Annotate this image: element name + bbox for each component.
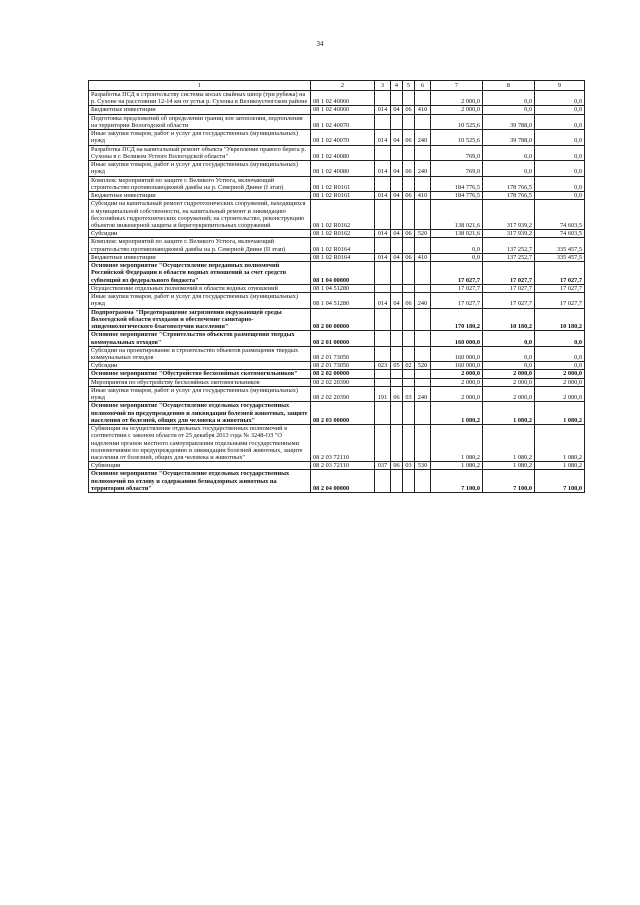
amount-col-8: 137 252,7 (483, 238, 535, 253)
subsection-code (403, 176, 415, 191)
subsection-code (403, 145, 415, 160)
item-name: Субсидии (89, 362, 311, 370)
amount-col-7: 1 080,2 (431, 425, 483, 462)
amount-col-9: 0,0 (535, 346, 585, 361)
section-code (391, 308, 403, 331)
amount-col-7: 7 100,0 (431, 470, 483, 493)
subsection-code (403, 91, 415, 106)
amount-col-7: 2 000,0 (431, 106, 483, 114)
amount-col-7: 184 776,5 (431, 176, 483, 191)
item-name: Субвенции (89, 462, 311, 470)
section-code (391, 346, 403, 361)
amount-col-8: 1 080,2 (483, 462, 535, 470)
section-code (391, 470, 403, 493)
expense-type-code: 410 (415, 192, 431, 200)
subsection-code (403, 200, 415, 230)
target-item-code: 08 2 01 73050 (311, 362, 375, 370)
table-row (89, 114, 585, 129)
item-name: Подпрограмма "Предотвращение загрязнения окружающей среды Вологодской области отходами и обеспечение санитарно-эпидемиологического благополучия населения" (89, 308, 311, 331)
amount-col-8: 1 080,2 (483, 402, 535, 425)
expense-type-code: 530 (415, 462, 431, 470)
target-item-code: 08 1 02 R0164 (311, 253, 375, 261)
expense-type-code (415, 346, 431, 361)
target-item-code: 08 2 00 00000 (311, 308, 375, 331)
target-item-code: 08 1 04 00000 (311, 262, 375, 285)
item-name: Субсидии на капитальный ремонт гидротехнических сооружений, находящихся в муниципальной собственности, на капитальный ремонт и ликвидацию бесхозяйных гидротехнических сооружений; на строительство, реконструкцию объектов инженерной защиты и берегоукрепительных сооружений (89, 200, 311, 230)
ministry-code (375, 331, 391, 346)
page-number: 34 (316, 40, 324, 48)
ministry-code: 014 (375, 161, 391, 176)
budget-table (88, 80, 585, 493)
amount-col-7: 769,0 (431, 145, 483, 160)
expense-type-code (415, 200, 431, 230)
section-code (391, 425, 403, 462)
target-item-code: 08 1 02 40070 (311, 130, 375, 145)
table-body (89, 91, 585, 493)
amount-col-7: 1 080,2 (431, 462, 483, 470)
subsection-code (403, 370, 415, 378)
table-row (89, 106, 585, 114)
expense-type-code (415, 262, 431, 285)
ministry-code (375, 176, 391, 191)
ministry-code (375, 425, 391, 462)
amount-col-8: 10 180,2 (483, 308, 535, 331)
ministry-code: 014 (375, 192, 391, 200)
amount-col-8: 178 766,5 (483, 192, 535, 200)
item-name: Основное мероприятие "Осуществление отдельных государственных полномочий по отлову и содержанию безнадзорных животных на территории области" (89, 470, 311, 493)
ministry-code (375, 402, 391, 425)
ministry-code (375, 370, 391, 378)
amount-col-7: 2 000,0 (431, 386, 483, 401)
item-name: Субвенции на осуществление отдельных государственных полномочий в соответствии с законом области от 25 декабря 2013 года № 3248-ОЗ "О наделении органов местного самоуправления отдельными государственными полномочиями по предупреждению и ликвидации болезней животных, защите населения от болезней, общих для человека и животных" (89, 425, 311, 462)
amount-col-7: 10 525,6 (431, 114, 483, 129)
section-code: 04 (391, 106, 403, 114)
expense-type-code: 410 (415, 106, 431, 114)
amount-col-8: 0,0 (483, 362, 535, 370)
section-code (391, 176, 403, 191)
table-row (89, 462, 585, 470)
amount-col-7: 17 027,7 (431, 293, 483, 308)
amount-col-8: 0,0 (483, 331, 535, 346)
table-row (89, 230, 585, 238)
section-code (391, 378, 403, 386)
ministry-code: 191 (375, 386, 391, 401)
amount-col-8: 17 027,7 (483, 284, 535, 292)
table-row (89, 370, 585, 378)
amount-col-8: 17 027,7 (483, 293, 535, 308)
table-row (89, 200, 585, 230)
subsection-code (403, 308, 415, 331)
expense-type-code: 240 (415, 161, 431, 176)
subsection-code: 06 (403, 106, 415, 114)
amount-col-7: 160 000,0 (431, 346, 483, 361)
section-code (391, 145, 403, 160)
column-header: 5 (403, 81, 415, 91)
amount-col-9: 17 027,7 (535, 293, 585, 308)
amount-col-7: 160 000,0 (431, 331, 483, 346)
column-header: 8 (483, 81, 535, 91)
amount-col-9: 0,0 (535, 114, 585, 129)
amount-col-9: 10 180,2 (535, 308, 585, 331)
section-code: 05 (391, 362, 403, 370)
amount-col-8: 0,0 (483, 346, 535, 361)
target-item-code: 08 1 02 40080 (311, 161, 375, 176)
table-row (89, 402, 585, 425)
target-item-code: 08 2 03 00000 (311, 402, 375, 425)
ministry-code (375, 308, 391, 331)
amount-col-7: 184 776,5 (431, 192, 483, 200)
ministry-code (375, 284, 391, 292)
section-code (391, 114, 403, 129)
target-item-code: 08 1 02 40060 (311, 106, 375, 114)
target-item-code: 08 2 02 20390 (311, 386, 375, 401)
target-item-code: 08 2 01 73050 (311, 346, 375, 361)
subsection-code: 06 (403, 192, 415, 200)
expense-type-code (415, 331, 431, 346)
amount-col-7: 17 027,7 (431, 284, 483, 292)
ministry-code (375, 470, 391, 493)
subsection-code: 06 (403, 230, 415, 238)
target-item-code: 08 1 04 51280 (311, 293, 375, 308)
item-name: Бюджетные инвестиции (89, 106, 311, 114)
item-name: Разработка ПСД к строительству системы косых свайных шпор (три рубежа) на р. Сухоне на расстоянии 12-14 км от устья р. Сухоны в Великоустюгском районе (89, 91, 311, 106)
target-item-code: 08 1 02 R0162 (311, 200, 375, 230)
amount-col-8: 178 766,5 (483, 176, 535, 191)
amount-col-8: 0,0 (483, 91, 535, 106)
target-item-code: 08 2 02 00000 (311, 370, 375, 378)
ministry-code (375, 91, 391, 106)
item-name: Основное мероприятие "Строительство объектов размещения твердых коммунальных отходов" (89, 331, 311, 346)
column-header: 6 (415, 81, 431, 91)
table-row (89, 253, 585, 261)
amount-col-8: 2 000,0 (483, 386, 535, 401)
expense-type-code (415, 284, 431, 292)
column-header: 1 (89, 81, 311, 91)
amount-col-7: 2 000,0 (431, 91, 483, 106)
expense-type-code (415, 176, 431, 191)
item-name: Субсидии (89, 230, 311, 238)
amount-col-9: 0,0 (535, 331, 585, 346)
subsection-code: 06 (403, 130, 415, 145)
expense-type-code (415, 114, 431, 129)
column-header: 4 (391, 81, 403, 91)
expense-type-code: 240 (415, 130, 431, 145)
item-name: Осуществление отдельных полномочий в области водных отношений (89, 284, 311, 292)
section-code: 04 (391, 293, 403, 308)
expense-type-code (415, 370, 431, 378)
amount-col-9: 7 100,0 (535, 470, 585, 493)
subsection-code (403, 331, 415, 346)
amount-col-7: 2 000,0 (431, 378, 483, 386)
amount-col-9: 17 027,7 (535, 262, 585, 285)
target-item-code: 08 1 02 40070 (311, 114, 375, 129)
expense-type-code: 240 (415, 293, 431, 308)
amount-col-9: 2 000,0 (535, 378, 585, 386)
subsection-code (403, 346, 415, 361)
target-item-code: 08 1 02 R0161 (311, 176, 375, 191)
item-name: Основное мероприятие "Обустройство бесхозяйных скотомогильников" (89, 370, 311, 378)
column-header: 9 (535, 81, 585, 91)
target-item-code: 08 2 03 72110 (311, 462, 375, 470)
target-item-code: 08 2 01 00000 (311, 331, 375, 346)
ministry-code: 014 (375, 230, 391, 238)
amount-col-9: 0,0 (535, 145, 585, 160)
amount-col-8: 0,0 (483, 145, 535, 160)
target-item-code: 08 1 02 40060 (311, 91, 375, 106)
target-item-code: 08 2 04 00000 (311, 470, 375, 493)
item-name: Разработка ПСД на капитальный ремонт объекта "Укрепление правого берега р. Сухоны в г. Великом Устюге Вологодской области" (89, 145, 311, 160)
item-name: Бюджетные инвестиции (89, 253, 311, 261)
expense-type-code (415, 425, 431, 462)
item-name: Основное мероприятие "Осуществление отдельных государственных полномочий по предупреждению и ликвидации болезней животных, защите населения от болезней, общих для человека и животных" (89, 402, 311, 425)
amount-col-8: 317 939,2 (483, 230, 535, 238)
ministry-code: 014 (375, 130, 391, 145)
section-code (391, 238, 403, 253)
target-item-code: 08 2 03 72110 (311, 425, 375, 462)
target-item-code: 08 1 02 40080 (311, 145, 375, 160)
amount-col-8: 137 252,7 (483, 253, 535, 261)
amount-col-9: 74 603,5 (535, 200, 585, 230)
item-name: Подготовка предложений об определении границ зон затопления, подтопления на территории Вологодской области (89, 114, 311, 129)
table-row (89, 378, 585, 386)
amount-col-9: 0,0 (535, 176, 585, 191)
subsection-code: 06 (403, 161, 415, 176)
header-row (89, 81, 585, 91)
table-row (89, 293, 585, 308)
section-code (391, 284, 403, 292)
table-row (89, 145, 585, 160)
ministry-code (375, 378, 391, 386)
table-row (89, 331, 585, 346)
section-code (391, 262, 403, 285)
amount-col-9: 0,0 (535, 161, 585, 176)
table-row (89, 308, 585, 331)
expense-type-code: 410 (415, 253, 431, 261)
amount-col-8: 2 000,0 (483, 370, 535, 378)
amount-col-7: 769,0 (431, 161, 483, 176)
table-row (89, 176, 585, 191)
section-code: 04 (391, 253, 403, 261)
target-item-code: 08 1 02 R0161 (311, 192, 375, 200)
ministry-code (375, 114, 391, 129)
table-row (89, 470, 585, 493)
amount-col-9: 0,0 (535, 106, 585, 114)
ministry-code: 014 (375, 253, 391, 261)
amount-col-9: 0,0 (535, 91, 585, 106)
section-code: 04 (391, 230, 403, 238)
amount-col-9: 2 000,0 (535, 386, 585, 401)
ministry-code (375, 262, 391, 285)
table-row (89, 91, 585, 106)
amount-col-7: 10 525,6 (431, 130, 483, 145)
section-code (391, 331, 403, 346)
target-item-code: 08 1 04 51280 (311, 284, 375, 292)
section-code: 06 (391, 462, 403, 470)
section-code: 06 (391, 386, 403, 401)
item-name: Бюджетные инвестиции (89, 192, 311, 200)
item-name: Комплекс мероприятий по защите г. Великого Устюга, включающий строительство противопаводковой дамбы на р. Северной Двине (II этап) (89, 238, 311, 253)
item-name: Комплекс мероприятий по защите г. Великого Устюга, включающий строительство противопаводковой дамбы на р. Северной Двине (I этап) (89, 176, 311, 191)
expense-type-code: 240 (415, 386, 431, 401)
section-code (391, 402, 403, 425)
expense-type-code (415, 308, 431, 331)
expense-type-code: 520 (415, 362, 431, 370)
item-name: Иные закупки товаров, работ и услуг для государственных (муниципальных) нужд (89, 161, 311, 176)
expense-type-code (415, 145, 431, 160)
amount-col-9: 1 080,2 (535, 462, 585, 470)
ministry-code: 023 (375, 362, 391, 370)
table-row (89, 238, 585, 253)
subsection-code (403, 402, 415, 425)
amount-col-8: 0,0 (483, 106, 535, 114)
amount-col-9: 74 603,5 (535, 230, 585, 238)
amount-col-7: 160 000,0 (431, 362, 483, 370)
ministry-code (375, 200, 391, 230)
amount-col-7: 17 027,7 (431, 262, 483, 285)
table-row (89, 192, 585, 200)
target-item-code: 08 1 02 R0164 (311, 238, 375, 253)
amount-col-7: 0,0 (431, 253, 483, 261)
subsection-code (403, 470, 415, 493)
expense-type-code (415, 470, 431, 493)
amount-col-8: 317 939,2 (483, 200, 535, 230)
expense-type-code (415, 402, 431, 425)
item-name: Основное мероприятие "Осуществление переданных полномочий Российской Федерации в области водных отношений за счет средств субвенций из федерального бюджета" (89, 262, 311, 285)
amount-col-8: 1 080,2 (483, 425, 535, 462)
ministry-code: 037 (375, 462, 391, 470)
expense-type-code (415, 238, 431, 253)
amount-col-7: 170 180,2 (431, 308, 483, 331)
amount-col-8: 39 788,0 (483, 114, 535, 129)
subsection-code: 03 (403, 462, 415, 470)
amount-col-9: 335 457,5 (535, 238, 585, 253)
amount-col-9: 1 080,2 (535, 425, 585, 462)
amount-col-7: 138 021,6 (431, 230, 483, 238)
section-code: 04 (391, 130, 403, 145)
amount-col-8: 7 100,0 (483, 470, 535, 493)
table-row (89, 130, 585, 145)
ministry-code (375, 145, 391, 160)
subsection-code (403, 378, 415, 386)
ministry-code: 014 (375, 106, 391, 114)
subsection-code (403, 262, 415, 285)
ministry-code (375, 346, 391, 361)
subsection-code: 06 (403, 293, 415, 308)
amount-col-8: 39 788,0 (483, 130, 535, 145)
amount-col-9: 0,0 (535, 192, 585, 200)
item-name: Мероприятия по обустройству бесхозяйных скотомогильников (89, 378, 311, 386)
subsection-code (403, 284, 415, 292)
subsection-code (403, 238, 415, 253)
table-row (89, 262, 585, 285)
ministry-code: 014 (375, 293, 391, 308)
expense-type-code: 520 (415, 230, 431, 238)
amount-col-9: 17 027,7 (535, 284, 585, 292)
amount-col-8: 2 000,0 (483, 378, 535, 386)
section-code (391, 91, 403, 106)
item-name: Иные закупки товаров, работ и услуг для государственных (муниципальных) нужд (89, 293, 311, 308)
column-header: 7 (431, 81, 483, 91)
table-row (89, 362, 585, 370)
section-code (391, 370, 403, 378)
expense-type-code (415, 91, 431, 106)
amount-col-9: 0,0 (535, 130, 585, 145)
section-code: 04 (391, 192, 403, 200)
subsection-code: 03 (403, 386, 415, 401)
amount-col-9: 2 000,0 (535, 370, 585, 378)
item-name: Субсидии на проектирование и строительство объектов размещения твердых коммунальных отходов (89, 346, 311, 361)
item-name: Иные закупки товаров, работ и услуг для государственных (муниципальных) нужд (89, 130, 311, 145)
column-header: 2 (311, 81, 375, 91)
expense-type-code (415, 378, 431, 386)
target-item-code: 08 1 02 R0162 (311, 230, 375, 238)
table-row (89, 161, 585, 176)
table-row (89, 284, 585, 292)
amount-col-7: 2 000,0 (431, 370, 483, 378)
table-row (89, 425, 585, 462)
amount-col-8: 17 027,7 (483, 262, 535, 285)
ministry-code (375, 238, 391, 253)
subsection-code: 06 (403, 253, 415, 261)
item-name: Иные закупки товаров, работ и услуг для государственных (муниципальных) нужд (89, 386, 311, 401)
subsection-code: 02 (403, 362, 415, 370)
amount-col-8: 0,0 (483, 161, 535, 176)
section-code: 04 (391, 161, 403, 176)
table-row (89, 386, 585, 401)
column-header: 3 (375, 81, 391, 91)
amount-col-9: 0,0 (535, 362, 585, 370)
table-row (89, 346, 585, 361)
amount-col-7: 0,0 (431, 238, 483, 253)
amount-col-9: 335 457,5 (535, 253, 585, 261)
amount-col-7: 138 021,6 (431, 200, 483, 230)
target-item-code: 08 2 02 20390 (311, 378, 375, 386)
amount-col-7: 1 080,2 (431, 402, 483, 425)
subsection-code (403, 425, 415, 462)
section-code (391, 200, 403, 230)
subsection-code (403, 114, 415, 129)
amount-col-9: 1 080,2 (535, 402, 585, 425)
